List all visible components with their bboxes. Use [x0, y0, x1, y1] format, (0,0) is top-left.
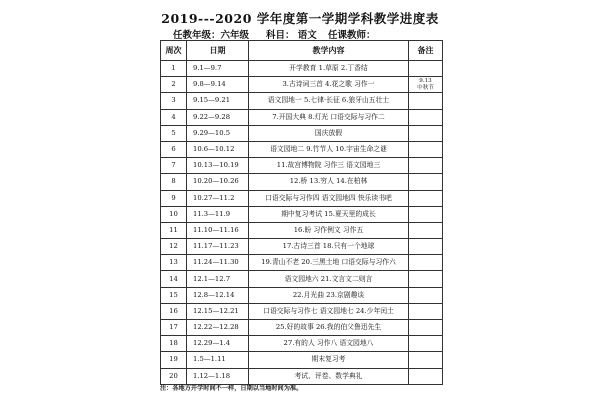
- date-cell: 10.27—11.2: [187, 190, 249, 206]
- content-cell: 16.盼 习作例文 习作五: [249, 222, 409, 238]
- date-cell: 9.8—9.14: [187, 77, 249, 93]
- week-cell: 18: [161, 336, 187, 352]
- note-cell: [409, 239, 443, 255]
- teacher-label: 任课教师：: [328, 30, 376, 41]
- content-cell: 3.古诗词三首 4.花之歌 习作一: [249, 77, 409, 93]
- date-cell: 10.6—10.12: [187, 141, 249, 157]
- table-header-row: [161, 41, 443, 61]
- table-row: [161, 206, 443, 222]
- note-cell: [409, 368, 443, 384]
- content-cell: 语文园地二 9.竹节人 10.宇宙生命之谜: [249, 141, 409, 157]
- grade-label: 任教年级：六年级: [173, 30, 250, 41]
- date-cell: 12.15—12.21: [187, 303, 249, 319]
- content-cell: 17.古诗三首 18.只有一个地球: [249, 239, 409, 255]
- content-cell: 期末复习考: [249, 352, 409, 368]
- note-cell: [409, 255, 443, 271]
- date-cell: 11.3—11.9: [187, 206, 249, 222]
- week-cell: 10: [161, 206, 187, 222]
- header-content: 教学内容: [249, 41, 409, 61]
- note-cell: [409, 303, 443, 319]
- week-cell: 7: [161, 158, 187, 174]
- schedule-table: [160, 40, 443, 385]
- date-cell: 10.20—10.26: [187, 174, 249, 190]
- content-cell: 12.桥 13.穷人 14.在柏林: [249, 174, 409, 190]
- table-row: [161, 109, 443, 125]
- content-cell: 开学教育 1.草原 2.丁香结: [249, 61, 409, 77]
- note-cell: [409, 320, 443, 336]
- table-row: [161, 255, 443, 271]
- table-row: [161, 320, 443, 336]
- note-cell: [409, 109, 443, 125]
- week-cell: 13: [161, 255, 187, 271]
- header-note: 备注: [409, 41, 443, 61]
- table-row: [161, 77, 443, 93]
- content-cell: 19.青山不老 20.三黑土地 口语交际与习作六: [249, 255, 409, 271]
- table-row: [161, 352, 443, 368]
- table-row: [161, 190, 443, 206]
- week-cell: 14: [161, 271, 187, 287]
- content-cell: 口语交际与习作四 语文园地四 快乐读书吧: [249, 190, 409, 206]
- week-cell: 11: [161, 222, 187, 238]
- table-row: [161, 174, 443, 190]
- table-row: [161, 93, 443, 109]
- content-cell: 语文园地六 21.文言文二则言: [249, 271, 409, 287]
- week-cell: 3: [161, 93, 187, 109]
- table-row: [161, 125, 443, 141]
- week-cell: 8: [161, 174, 187, 190]
- content-cell: 考试、评卷、数学典礼: [249, 368, 409, 384]
- week-cell: 15: [161, 287, 187, 303]
- date-cell: 9.15—9.21: [187, 93, 249, 109]
- week-cell: 2: [161, 77, 187, 93]
- table-row: [161, 336, 443, 352]
- date-cell: 1.12—1.18: [187, 368, 249, 384]
- date-cell: 11.24—11.30: [187, 255, 249, 271]
- note-cell: 9.13 中秋节: [409, 77, 443, 93]
- date-cell: 12.1—12.7: [187, 271, 249, 287]
- content-cell: 25.好的故事 26.我的伯父鲁迅先生: [249, 320, 409, 336]
- week-cell: 12: [161, 239, 187, 255]
- week-cell: 1: [161, 61, 187, 77]
- table-row: [161, 303, 443, 319]
- week-cell: 5: [161, 125, 187, 141]
- content-cell: 期中复习考试 15.夏天里的成长: [249, 206, 409, 222]
- note-cell: [409, 61, 443, 77]
- date-cell: 11.17—11.23: [187, 239, 249, 255]
- note-cell: [409, 174, 443, 190]
- header-date: 日期: [187, 41, 249, 61]
- content-cell: 口语交际与习作七 语文园地七 24.少年闰土: [249, 303, 409, 319]
- date-cell: 9.29—10.5: [187, 125, 249, 141]
- table-row: [161, 141, 443, 157]
- note-cell: [409, 93, 443, 109]
- note-cell: [409, 271, 443, 287]
- table-row: [161, 222, 443, 238]
- note-cell: [409, 336, 443, 352]
- content-cell: 27.有的人 习作八 语文园地八: [249, 336, 409, 352]
- note-cell: [409, 206, 443, 222]
- note-cell: [409, 352, 443, 368]
- table-row: [161, 61, 443, 77]
- content-cell: 7.开国大典 8.灯光 口语交际与习作二: [249, 109, 409, 125]
- note-cell: [409, 287, 443, 303]
- content-cell: 11.故宫博物院 习作三 语文园地三: [249, 158, 409, 174]
- subject-label: 科目： 语文: [266, 30, 317, 41]
- table-row: [161, 287, 443, 303]
- date-cell: 12.22—12.28: [187, 320, 249, 336]
- header-week: 周次: [161, 41, 187, 61]
- content-cell: 国庆放假: [249, 125, 409, 141]
- date-cell: 12.8—12.14: [187, 287, 249, 303]
- table-row: [161, 158, 443, 174]
- note-cell: [409, 158, 443, 174]
- document-title: 2019---2020 学年度第一学期学科教学进度表: [161, 11, 439, 26]
- content-cell: 语文园地一 5.七律·长征 6.狼牙山五壮士: [249, 93, 409, 109]
- note-cell: [409, 125, 443, 141]
- week-cell: 6: [161, 141, 187, 157]
- note-cell: [409, 141, 443, 157]
- subheader: [173, 27, 376, 41]
- week-cell: 4: [161, 109, 187, 125]
- week-cell: 19: [161, 352, 187, 368]
- week-cell: 9: [161, 190, 187, 206]
- note-cell: [409, 190, 443, 206]
- footnote: 注：各地方开学时间不一样，日期以当地时间为准。: [160, 385, 303, 392]
- date-cell: 10.13—10.19: [187, 158, 249, 174]
- date-cell: 12.29—1.4: [187, 336, 249, 352]
- table-body: [161, 61, 443, 385]
- date-cell: 9.1—9.7: [187, 61, 249, 77]
- table-row: [161, 368, 443, 384]
- week-cell: 17: [161, 320, 187, 336]
- week-cell: 16: [161, 303, 187, 319]
- week-cell: 20: [161, 368, 187, 384]
- note-cell: [409, 222, 443, 238]
- date-cell: 9.22—9.28: [187, 109, 249, 125]
- date-cell: 11.10—11.16: [187, 222, 249, 238]
- date-cell: 1.5—1.11: [187, 352, 249, 368]
- table-row: [161, 271, 443, 287]
- content-cell: 22.月光曲 23.京剧趣谈: [249, 287, 409, 303]
- table-row: [161, 239, 443, 255]
